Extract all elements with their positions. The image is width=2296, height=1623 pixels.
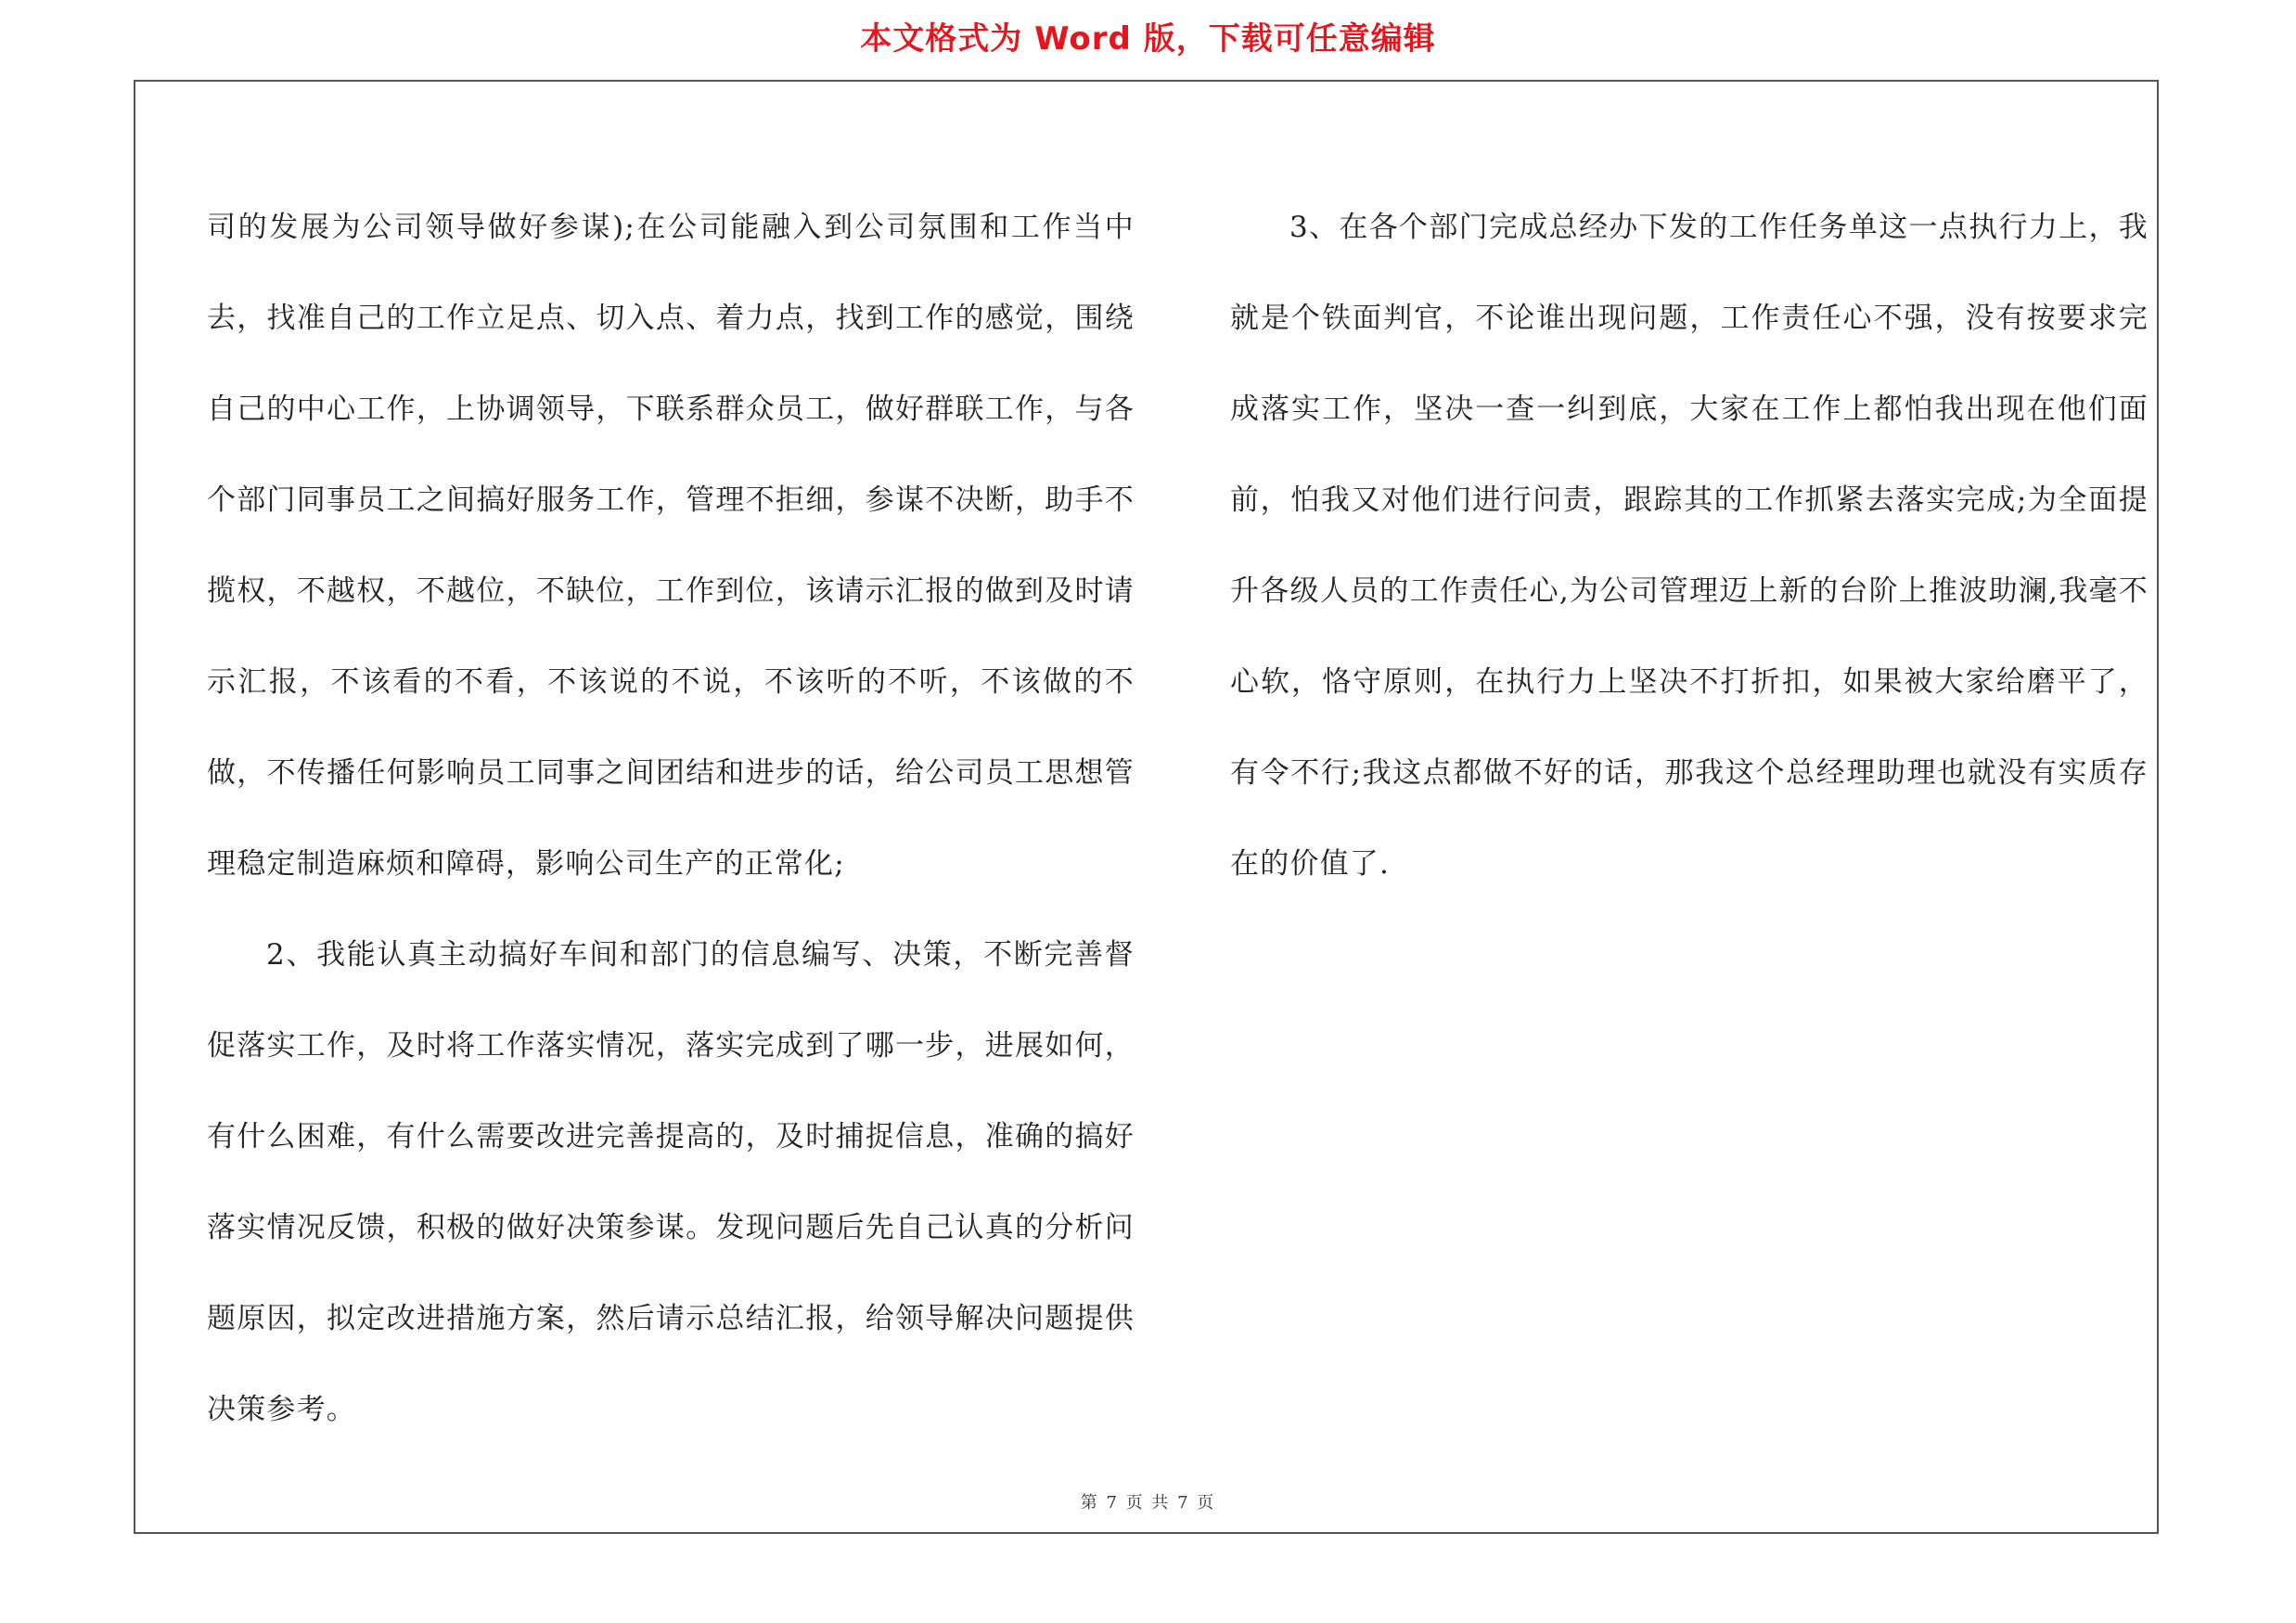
page-number-footer: 第 7 页 共 7 页 bbox=[1080, 1493, 1216, 1513]
left-column bbox=[207, 182, 1135, 1455]
left-paragraph-2: 2、我能认真主动搞好车间和部门的信息编写、决策，不断完善督促落实工作，及时将工作落实情况，落实完成到了哪一步，进展如何，有什么困难，有什么需要改进完善提高的，及时捕捉信息，准确的搞好落实情况反馈，积极的做好决策参谋。发现问题后先自己认真的分析问题原因，拟定改进措施方案，然后请示总结汇报，给领导解决问题提供决策参考。 bbox=[207, 938, 1135, 1426]
right-paragraph-1: 3、在各个部门完成总经办下发的工作任务单这一点执行力上，我就是个铁面判官，不论谁出现问题，工作责任心不强，没有按要求完成落实工作，坚决一查一纠到底，大家在工作上都怕我出现在他们面前，怕我又对他们进行问责，跟踪其的工作抓紧去落实完成;为全面提升各级人员的工作责任心,为公司管理迈上新的台阶上推波助澜,我毫不心软，恪守原则，在执行力上坚决不打折扣，如果被大家给磨平了，有令不行;我这点都做不好的话，那我这个总经理助理也就没有实质存在的价值了. bbox=[1230, 211, 2148, 881]
left-paragraph-1: 司的发展为公司领导做好参谋);在公司能融入到公司氛围和工作当中去，找准自己的工作立足点、切入点、着力点，找到工作的感觉，围绕自己的中心工作，上协调领导，下联系群众员工，做好群联工作，与各个部门同事员工之间搞好服务工作，管理不拒细，参谋不决断，助手不揽权，不越权，不越位，不缺位，工作到位，该请示汇报的做到及时请示汇报，不该看的不看，不该说的不说，不该听的不听，不该做的不做，不传播任何影响员工同事之间团结和进步的话，给公司员工思想管理稳定制造麻烦和障碍，影响公司生产的正常化; bbox=[207, 211, 1135, 881]
right-column bbox=[1230, 182, 2148, 909]
header-banner: 本文格式为 Word 版，下载可任意编辑 bbox=[860, 20, 1436, 58]
